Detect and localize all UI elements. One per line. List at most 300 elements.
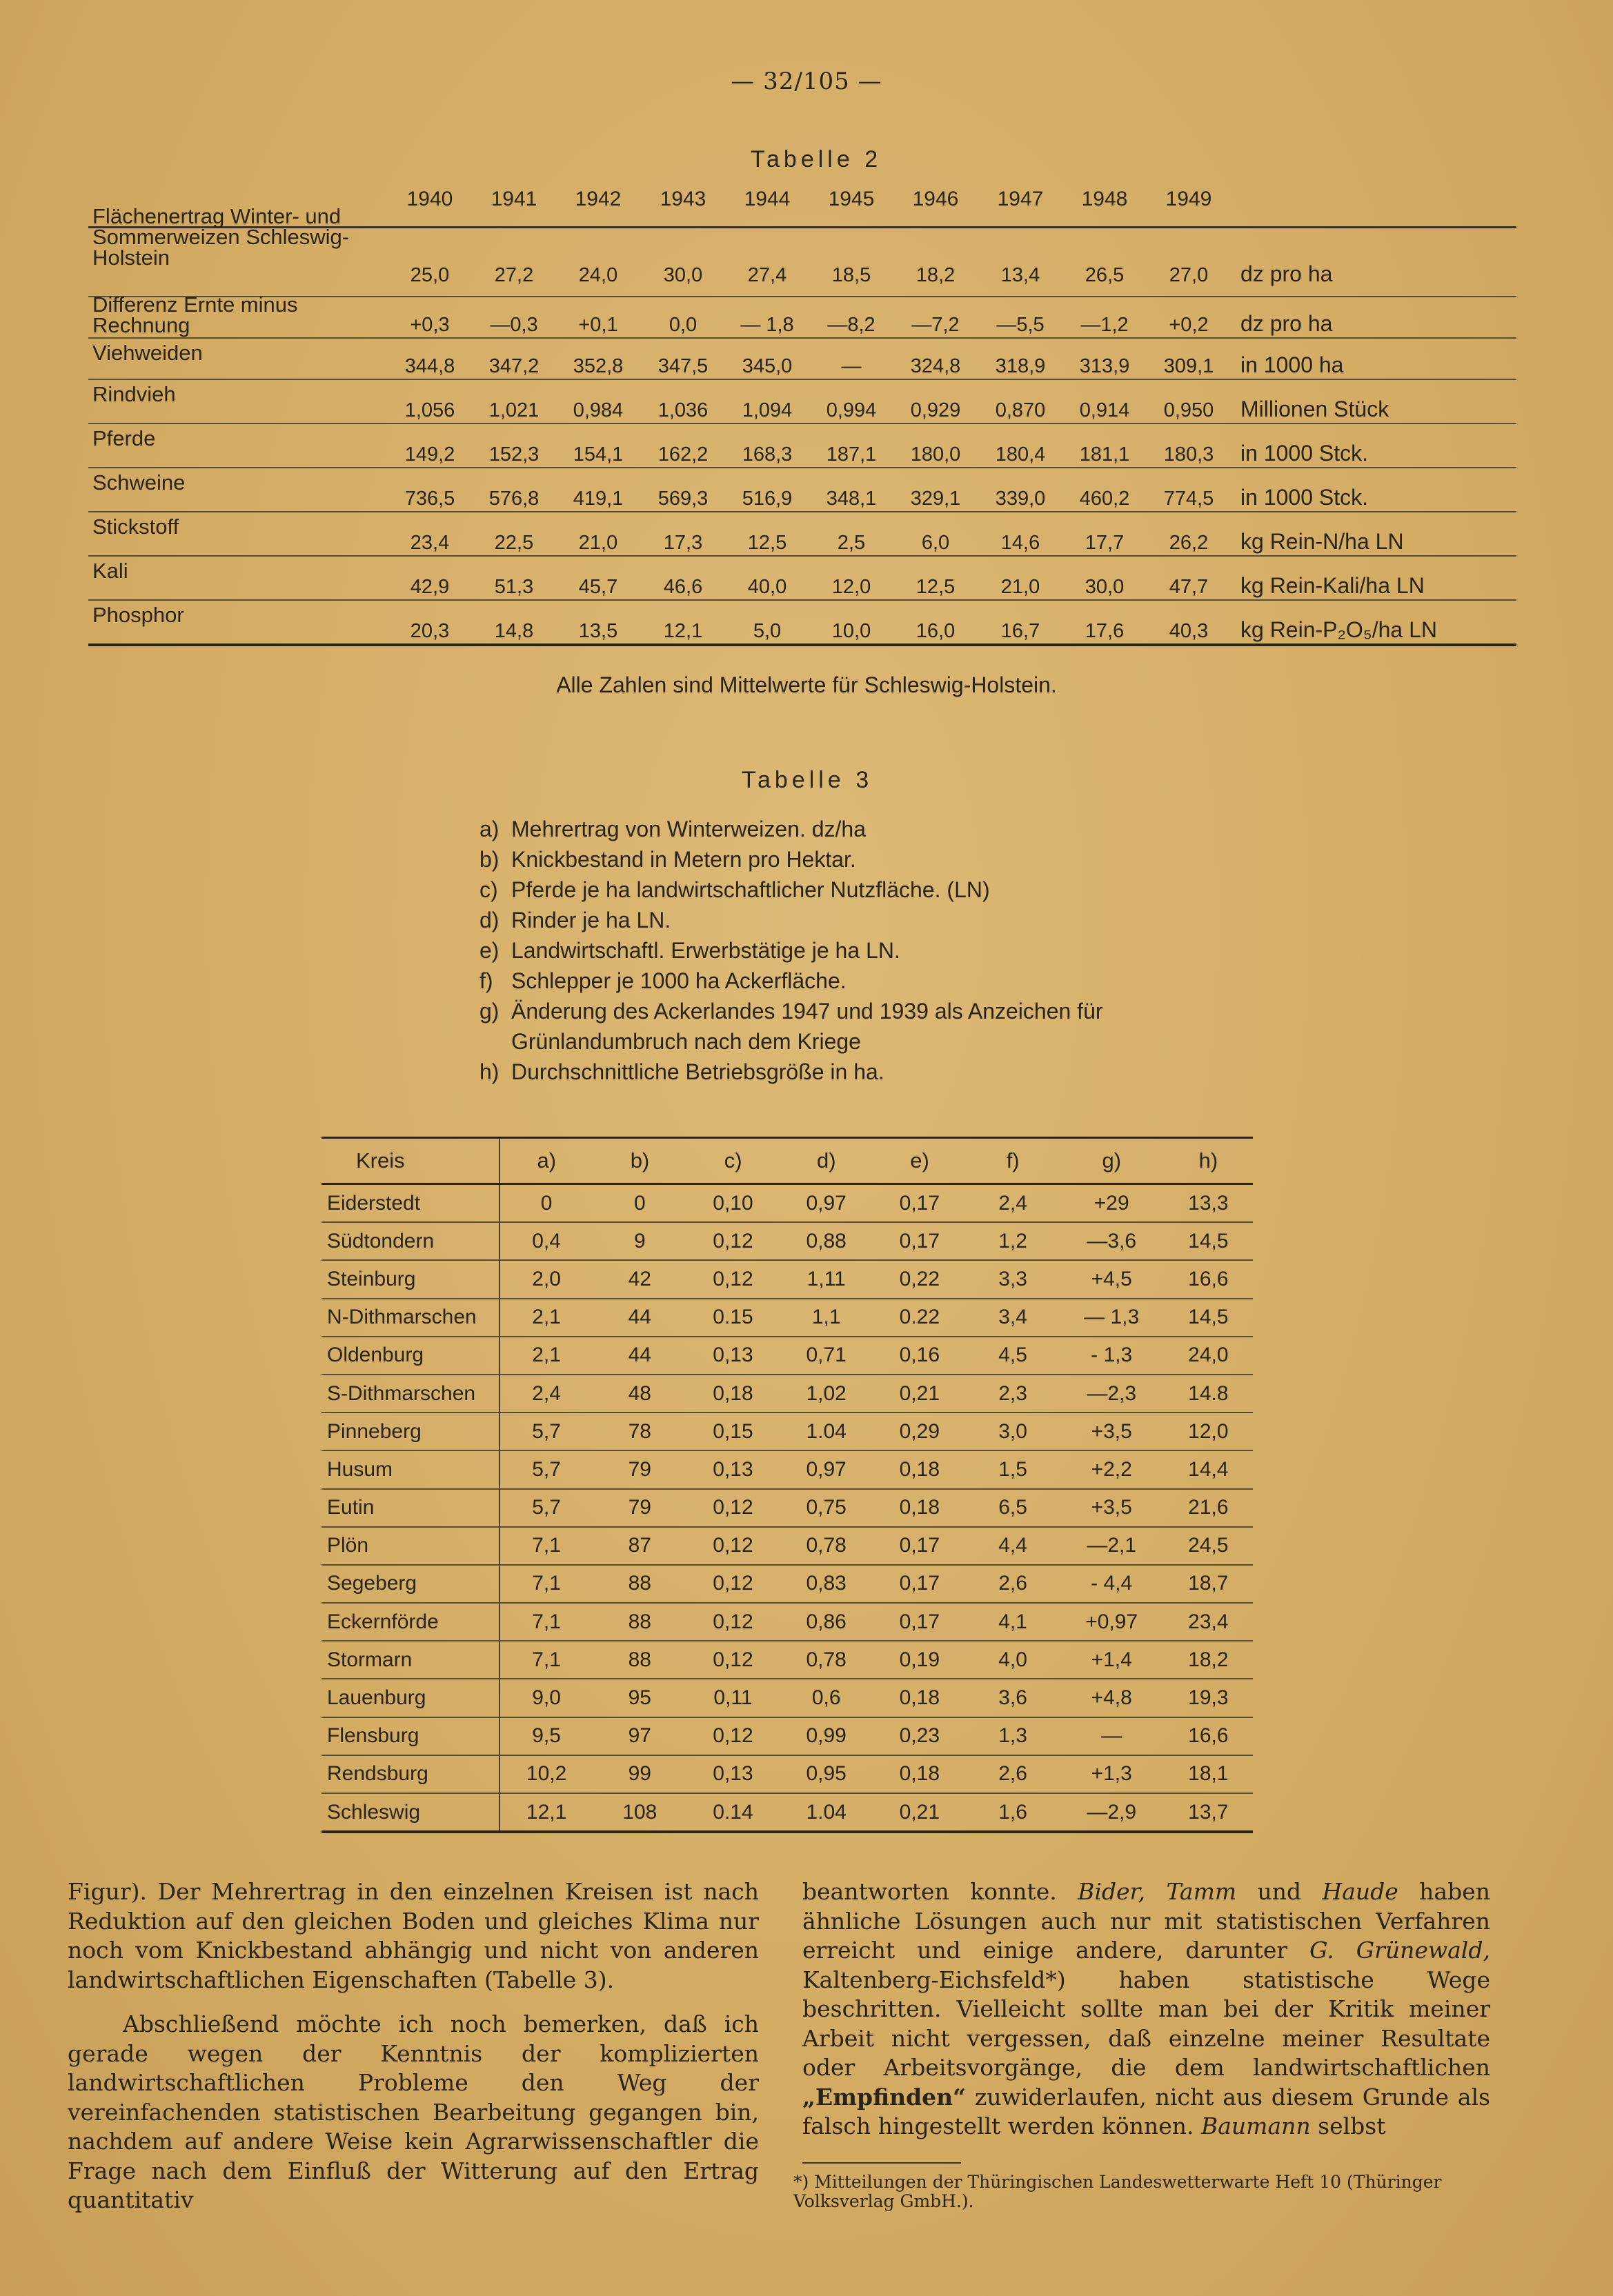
cell-value: 4,4 [998,1534,1027,1557]
cell-value: 0,6 [811,1686,841,1710]
cell-value: 0,17 [899,1229,940,1252]
cell-value: 0,984 [573,399,624,421]
cell-value: 18,2 [1188,1648,1229,1671]
cell-value: 0,870 [995,399,1046,421]
cell-value: 27,0 [1169,264,1209,286]
cell-value: 0,18 [713,1381,753,1405]
author-name: Haude [1322,1878,1398,1905]
cell-value: 12,1 [526,1800,567,1824]
table2-row [88,339,1516,380]
table2-row [88,292,1516,339]
cell-value: —7,2 [911,314,960,336]
legend-text: Durchschnittliche Betriebsgröße in ha. [511,1059,884,1084]
column-header: h) [1198,1148,1218,1172]
column-header: f) [1006,1148,1020,1172]
cell-value: 42,9 [410,576,450,598]
cell-value: 99 [628,1762,651,1786]
cell-value: 14,5 [1188,1306,1229,1329]
cell-value: 20,3 [410,620,450,642]
table3 [321,1137,1253,1833]
text-run: zuwiderlaufen, nicht aus diesem Grunde als falsch hingestellt werden können. [802,2083,1490,2139]
cell-value: 30,0 [1085,576,1125,598]
cell-value: 0,17 [899,1610,940,1633]
cell-value: 0,83 [806,1572,847,1595]
cell-value: 12,0 [831,576,871,598]
unit-label: dz pro ha [1240,261,1333,286]
year-header: 1942 [575,188,622,210]
table-row [321,1604,1253,1641]
cell-value: 18,1 [1188,1762,1229,1786]
cell-value: 88 [628,1572,651,1595]
table-row [321,1794,1253,1830]
cell-value: 154,1 [573,443,624,466]
footnote: *) Mitteilungen der Thüringischen Landeswetterwarte Heft 10 (Thüringer Volksverlag GmbH.). [793,2172,1442,2211]
cell-value: 2,4 [998,1191,1027,1215]
legend-text: Rinder je ha LN. [511,908,671,932]
table2-row [88,380,1516,424]
cell-value: 1,094 [742,399,793,421]
cell-value: 309,1 [1163,355,1214,377]
legend-key: a) [479,817,499,841]
cell-value: 0,21 [899,1381,940,1405]
cell-value: +4,5 [1091,1267,1132,1290]
cell-value: 0,99 [806,1724,847,1748]
cell-value: 3,6 [998,1686,1027,1710]
cell-value: 23,4 [1188,1610,1229,1633]
legend-item [479,1057,1236,1087]
cell-value: 344,8 [404,355,455,377]
cell-value: 1,02 [806,1381,847,1405]
table-row [321,1261,1253,1299]
cell-value: 0,950 [1163,399,1214,421]
row-label: Kali [92,559,128,583]
cell-value: 1.04 [806,1419,847,1443]
row-label: Differenz Ernte minus Rechnung [92,292,298,337]
cell-value: 19,3 [1188,1686,1229,1710]
cell-value: 347,5 [657,355,709,377]
cell-value: 23,4 [410,532,450,554]
cell-value: 18,5 [831,264,871,286]
table3-legend [479,814,1236,1087]
cell-value: 0,11 [713,1686,753,1710]
column-header: Kreis [321,1139,500,1183]
row-label: Stickstoff [92,515,179,539]
cell-value: 12,5 [916,576,956,598]
cell-value: 17,6 [1085,620,1125,642]
table-row [321,1756,1253,1794]
cell-value: +0,97 [1085,1610,1138,1633]
table-row [321,1299,1253,1337]
cell-value: 329,1 [910,488,961,510]
cell-value: —5,5 [996,314,1045,336]
cell-value: 0,78 [806,1534,847,1557]
unit-label: kg Rein-N/ha LN [1240,529,1404,554]
cell-value: 0,71 [806,1344,847,1367]
cell-value: 2,3 [998,1381,1027,1405]
legend-key: h) [479,1059,499,1084]
year-header: 1946 [912,188,959,210]
cell-value: 0,23 [899,1724,940,1748]
text-run: beantworten konnte. [802,1878,1057,1905]
cell-value: 318,9 [995,355,1046,377]
cell-value: 4,5 [998,1344,1027,1367]
cell-value: - 4,4 [1091,1572,1133,1595]
table-row [321,1490,1253,1528]
cell-value: 0 [633,1191,646,1215]
cell-value: +1,4 [1091,1648,1132,1671]
cell-value: 0,12 [713,1572,753,1595]
cell-value: 0,17 [899,1534,940,1557]
cell-value: 4,0 [998,1648,1027,1671]
cell-value: 9 [633,1229,646,1252]
column-header: a) [537,1148,557,1172]
cell-value: 347,2 [488,355,540,377]
table2-row [88,601,1516,646]
district-name: Eiderstedt [321,1185,500,1221]
column-header: b) [630,1148,650,1172]
author-name: G. Grünewald, [1309,1937,1490,1964]
year-header: 1949 [1165,188,1212,210]
cell-value: 27,4 [747,264,787,286]
legend-key: f) [479,968,493,993]
cell-value: 187,1 [826,443,877,466]
cell-value: 0.22 [899,1306,940,1329]
year-header: 1941 [491,188,537,210]
legend-text: Schlepper je 1000 ha Ackerfläche. [511,968,847,993]
district-name: Eckernförde [321,1604,500,1640]
legend-text: Mehrertrag von Winterweizen. dz/ha [511,817,866,841]
column-header: c) [724,1148,742,1172]
cell-value: 0,12 [713,1229,753,1252]
cell-value: 2,5 [837,532,866,554]
cell-value: 168,3 [742,443,793,466]
cell-value: 516,9 [742,488,793,510]
cell-value: 88 [628,1648,651,1671]
cell-value: 40,0 [747,576,787,598]
cell-value: 0,18 [899,1457,940,1481]
legend-item [479,844,1236,875]
cell-value: 30,0 [663,264,703,286]
cell-value: +3,5 [1091,1496,1132,1519]
cell-value: 0,21 [899,1800,940,1824]
legend-text: Knickbestand in Metern pro Hektar. [511,847,856,872]
district-name: Oldenburg [321,1337,500,1374]
cell-value: 0,19 [899,1648,940,1671]
cell-value: 17,3 [663,532,703,554]
row-label: Viehweiden [92,341,203,365]
cell-value: 0,22 [899,1267,940,1290]
cell-value: 0 [540,1191,553,1215]
year-header: 1947 [997,188,1044,210]
cell-value: 16,0 [916,620,956,642]
row-label: Rindvieh [92,382,176,406]
column-header: d) [817,1148,836,1172]
table2-note: Alle Zahlen sind Mittelwerte für Schleswig-Holstein. [556,672,1057,697]
cell-value: 1.04 [806,1800,847,1824]
cell-value: 40,3 [1169,620,1209,642]
table2-row [88,512,1516,557]
cell-value: 6,5 [998,1496,1027,1519]
cell-value: 0,13 [713,1457,753,1481]
cell-value: 1,021 [488,399,540,421]
district-name: N-Dithmarschen [321,1299,500,1336]
table-row [321,1337,1253,1375]
cell-value: 2,4 [532,1381,561,1405]
district-name: Eutin [321,1490,500,1526]
unit-label: kg Rein-P₂O₅/ha LN [1240,617,1437,642]
cell-value: 6,0 [921,532,950,554]
table2-caption: Tabelle 2 [751,146,882,172]
cell-value: 27,2 [494,264,534,286]
unit-label: in 1000 Stck. [1240,441,1368,466]
right-column [802,1877,1490,2142]
cell-value: —8,2 [827,314,875,336]
row-label: Flächenertrag Winter- und Sommerweizen Schleswig-Holstein [92,204,350,270]
cell-value: 162,2 [657,443,709,466]
cell-value: 24,0 [1188,1344,1229,1367]
unit-label: in 1000 Stck. [1240,485,1368,510]
cell-value: 45,7 [578,576,618,598]
column-header: e) [910,1148,929,1172]
district-name: Husum [321,1451,500,1488]
cell-value: 339,0 [995,488,1046,510]
cell-value: 1,3 [998,1724,1027,1748]
unit-label: kg Rein-Kali/ha LN [1240,573,1425,598]
district-name: Südtondern [321,1223,500,1259]
cell-value: 9,0 [532,1686,561,1710]
year-header: 1940 [406,188,453,210]
row-label: Phosphor [92,603,184,627]
emphasis: „Empfinden“ [802,2083,967,2110]
table-row [321,1451,1253,1489]
cell-value: 12,5 [747,532,787,554]
year-header: 1945 [828,188,875,210]
unit-label: in 1000 ha [1240,352,1344,377]
district-name: Pinneberg [321,1413,500,1450]
table-row [321,1375,1253,1413]
cell-value: —2,1 [1087,1534,1137,1557]
cell-value: 48 [628,1381,651,1405]
cell-value: 87 [628,1534,651,1557]
table-row [321,1528,1253,1566]
district-name: Lauenburg [321,1679,500,1716]
cell-value: 108 [622,1800,657,1824]
cell-value: 569,3 [657,488,709,510]
year-header: 1944 [744,188,791,210]
cell-value: 0,12 [713,1648,753,1671]
cell-value: 1,036 [657,399,709,421]
cell-value: 17,7 [1085,532,1125,554]
legend-key: b) [479,847,499,872]
cell-value: 576,8 [488,488,540,510]
table2-row [88,424,1516,468]
cell-value: 1,056 [404,399,455,421]
legend-item [479,905,1236,935]
text-run: haben ähnliche Lösungen auch nur mit statistischen Verfahren erreicht und einige andere, darunter [802,1878,1490,1964]
cell-value: — 1,3 [1084,1306,1140,1329]
cell-value: 5,7 [532,1496,561,1519]
table2-row [88,557,1516,601]
cell-value: 21,0 [578,532,618,554]
row-label: Schweine [92,470,186,495]
cell-value: 0,929 [910,399,961,421]
legend-item [479,814,1236,844]
cell-value: 79 [628,1457,651,1481]
text-run: Kaltenberg-Eichsfeld*) haben statistische Wege beschritten. Vielleicht sollte man bei der Kritik meiner Arbeit nicht vergessen, daß einzelne meiner Resultate oder Arbeitsvorgänge, die dem landwirtschaftlichen [802,1966,1490,2081]
cell-value: 18,2 [916,264,956,286]
table-row [321,1679,1253,1717]
cell-value: 774,5 [1163,488,1214,510]
table2-row [88,204,1516,297]
cell-value: 79 [628,1496,651,1519]
cell-value: 16,6 [1188,1724,1229,1748]
district-name: Plön [321,1528,500,1564]
cell-value: 3,4 [998,1306,1027,1329]
cell-value: 0,97 [806,1457,847,1481]
cell-value: 78 [628,1419,651,1443]
cell-value: 419,1 [573,488,624,510]
cell-value: 7,1 [532,1610,561,1633]
cell-value: 97 [628,1724,651,1748]
unit-label: dz pro ha [1240,311,1333,336]
cell-value: +0,2 [1169,314,1209,336]
cell-value: 51,3 [494,576,534,598]
cell-value: —2,9 [1087,1800,1137,1824]
legend-item [479,966,1236,996]
cell-value: 1,11 [806,1267,846,1290]
cell-value: 0,17 [899,1191,940,1215]
cell-value: 345,0 [742,355,793,377]
cell-value: 0,88 [806,1229,847,1252]
cell-value: 0,17 [899,1572,940,1595]
cell-value: 9,5 [532,1724,561,1748]
table-row [321,1413,1253,1451]
cell-value: +29 [1094,1191,1129,1215]
table2-row [88,468,1516,512]
cell-value: +3,5 [1091,1419,1132,1443]
legend-key: g) [479,999,499,1024]
cell-value: —1,2 [1080,314,1129,336]
district-name: Rendsburg [321,1756,500,1793]
cell-value: 14,6 [1000,532,1040,554]
cell-value: —3,6 [1087,1229,1137,1252]
cell-value: 152,3 [488,443,540,466]
legend-text: Landwirtschaftl. Erwerbstätige je ha LN. [511,938,900,963]
cell-value: 42 [628,1267,651,1290]
cell-value: 0,86 [806,1610,847,1633]
cell-value: 14,5 [1188,1229,1229,1252]
cell-value: - 1,3 [1091,1344,1133,1367]
paragraph: Figur). Der Mehrertrag in den einzelnen Kreisen ist nach Reduktion auf den gleichen Boden und gleiches Klima nur noch vom Knickbestand abhängig und nicht von anderen landwirtschaftlichen Eigenschaften (Tabelle 3). [68,1878,759,1993]
legend-item [479,996,1236,1057]
cell-value: 12,1 [663,620,703,642]
cell-value: 0,12 [713,1267,753,1290]
table3-header [321,1139,1253,1185]
cell-value: 88 [628,1610,651,1633]
paragraph [802,1877,1490,2142]
cell-value: 13,7 [1188,1800,1229,1824]
cell-value: 5,0 [753,620,782,642]
cell-value: 2,1 [532,1306,561,1329]
legend-text: Pferde je ha landwirtschaftlicher Nutzfläche. (LN) [511,877,990,902]
cell-value: 25,0 [410,264,450,286]
cell-value: 352,8 [573,355,624,377]
cell-value: 0,18 [899,1762,940,1786]
cell-value: 0,78 [806,1648,847,1671]
cell-value: 0,13 [713,1344,753,1367]
legend-text: Änderung des Ackerlandes 1947 und 1939 als Anzeichen für Grünlandumbruch nach dem Kriege [511,999,1103,1054]
cell-value: 149,2 [404,443,455,466]
cell-value: 0,10 [713,1191,753,1215]
cell-value: 0,994 [826,399,877,421]
cell-value: 47,7 [1169,576,1209,598]
cell-value: +2,2 [1091,1457,1132,1481]
cell-value: 0,914 [1079,399,1130,421]
cell-value: — [841,355,862,377]
cell-value: 24,5 [1188,1534,1229,1557]
table-row [321,1185,1253,1223]
cell-value: 14,8 [494,620,534,642]
cell-value: 44 [628,1306,651,1329]
cell-value: 95 [628,1686,651,1710]
cell-value: 180,3 [1163,443,1214,466]
cell-value: 10,0 [831,620,871,642]
table3-caption: Tabelle 3 [742,767,873,793]
cell-value: 0,4 [532,1229,561,1252]
cell-value: 24,0 [578,264,618,286]
cell-value: 13,3 [1188,1191,1229,1215]
table-row [321,1223,1253,1261]
year-header: 1943 [660,188,706,210]
cell-value: 0,15 [713,1419,753,1443]
cell-value: 180,4 [995,443,1046,466]
cell-value: 460,2 [1079,488,1130,510]
cell-value: 12,0 [1188,1419,1229,1443]
district-name: Schleswig [321,1794,500,1830]
cell-value: 2,1 [532,1344,561,1367]
text-run: selbst [1318,2113,1386,2139]
cell-value: 1,6 [998,1800,1027,1824]
cell-value: 3,0 [998,1419,1027,1443]
cell-value: 13,4 [1000,264,1040,286]
cell-value: 21,0 [1000,576,1040,598]
cell-value: 0,13 [713,1762,753,1786]
author-name: Baumann [1201,2113,1311,2139]
cell-value: 3,3 [998,1267,1027,1290]
cell-value: 16,7 [1000,620,1040,642]
legend-key: d) [479,908,499,932]
cell-value: 0,16 [899,1344,940,1367]
cell-value: 0.15 [713,1306,753,1329]
cell-value: 324,8 [910,355,961,377]
footnote-rule [802,2162,961,2164]
cell-value: 26,5 [1085,264,1125,286]
cell-value: 0,12 [713,1610,753,1633]
legend-key: c) [479,877,498,902]
district-name: Stormarn [321,1641,500,1678]
cell-value: 0,18 [899,1686,940,1710]
table-row [321,1641,1253,1679]
cell-value: 21,6 [1188,1496,1229,1519]
cell-value: 5,7 [532,1457,561,1481]
column-header: g) [1102,1148,1122,1172]
cell-value: 0,0 [669,314,697,336]
paragraph: Abschließend möchte ich noch bemerken, daß ich gerade wegen der Kenntnis der komplizierten landwirtschaftlichen Probleme den Weg der vereinfachenden statistischen Bearbeitung gegangen bin, nachdem auf andere Weise kein Agrarwissenschaftler die Frage nach dem Einfluß der Witterung auf den Ertrag quantitativ [68,2010,759,2213]
cell-value: — 1,8 [740,314,794,336]
cell-value: —2,3 [1087,1381,1137,1405]
cell-value: 1,2 [998,1229,1027,1252]
cell-value: 0,97 [806,1191,847,1215]
